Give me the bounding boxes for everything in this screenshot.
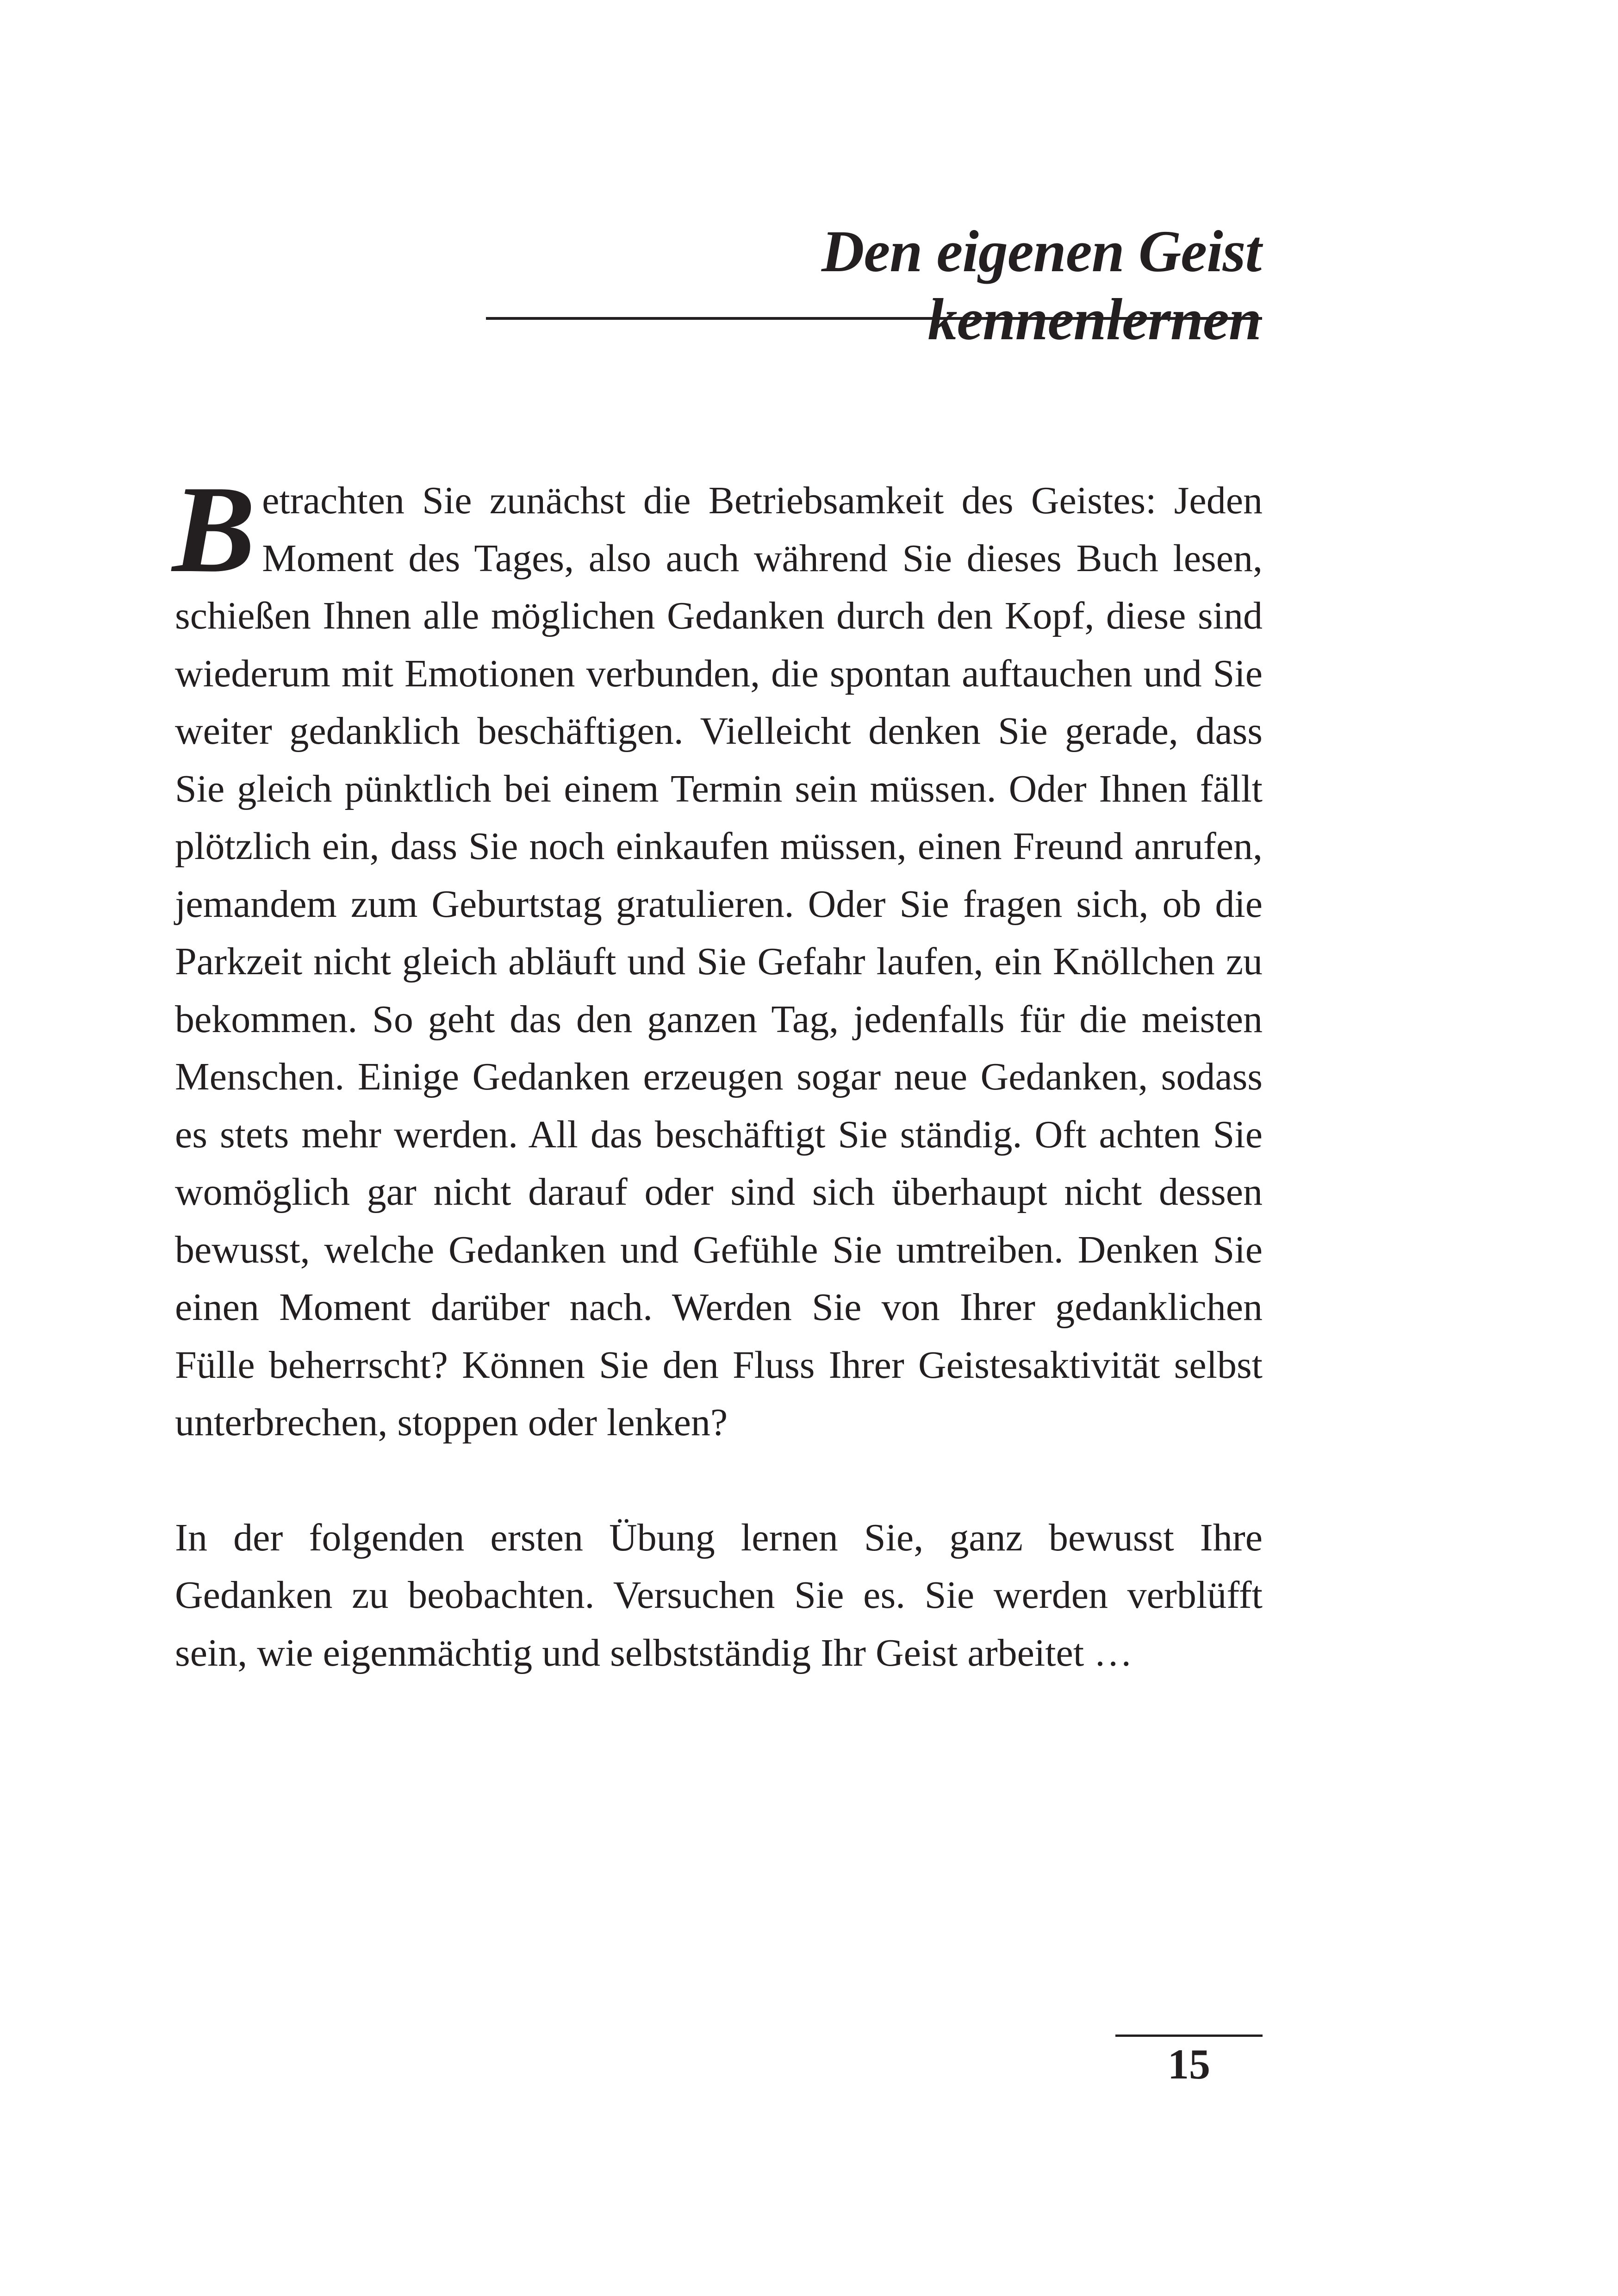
page-number: 15 (1168, 2041, 1210, 2088)
page-number-rule (1115, 2035, 1263, 2037)
paragraph-2: In der folgenden ersten Übung lernen Sie, ganz bewusst Ihre Gedanken zu beobachten. Versuchen Sie es. Sie werden verblüfft sein, wie eigenmächtig und selbstständig Ihr Geist arbeitet … (175, 1516, 1263, 1674)
drop-cap: B (172, 460, 256, 598)
body-text (172, 460, 1263, 1682)
paragraph-1-text: etrachten Sie zunächst die Betriebsamkeit des Geistes: Jeden Moment des Tages, also auch während Sie dieses Buch lesen, schießen Ihnen alle möglichen Gedanken durch den Kopf, diese sind wiederum mit Emotionen verbunden, die spontan auftauchen und Sie weiter gedanklich beschäftigen. Vielleicht denken Sie gerade, dass Sie gleich pünktlich bei einem Termin sein müssen. Oder Ihnen fällt plötzlich ein, dass Sie noch einkaufen müssen, einen Freund anrufen, jemandem zum Geburtstag gratulieren. Oder Sie fragen sich, ob die Parkzeit nicht gleich abläuft und Sie Gefahr laufen, ein Knöllchen zu bekommen. So geht das den ganzen Tag, jedenfalls für die meisten Menschen. Einige Gedanken erzeugen sogar neue Gedanken, sodass es stets mehr werden. All das beschäftigt Sie ständig. Oft achten Sie womöglich gar nicht darauf oder sind sich überhaupt nicht dessen bewusst, welche Gedanken und Gefühle Sie umtreiben. Denken Sie einen Moment darüber nach. Werden Sie von Ihrer gedanklichen Fülle beherrscht? Können Sie den Fluss Ihrer Geistesaktivität selbst unterbrechen, stoppen oder lenken? (175, 479, 1263, 1444)
chapter-title: Den eigenen Geist kennenlernen (821, 218, 1261, 353)
title-underline (486, 317, 1262, 320)
paragraph-1 (172, 460, 1263, 1452)
